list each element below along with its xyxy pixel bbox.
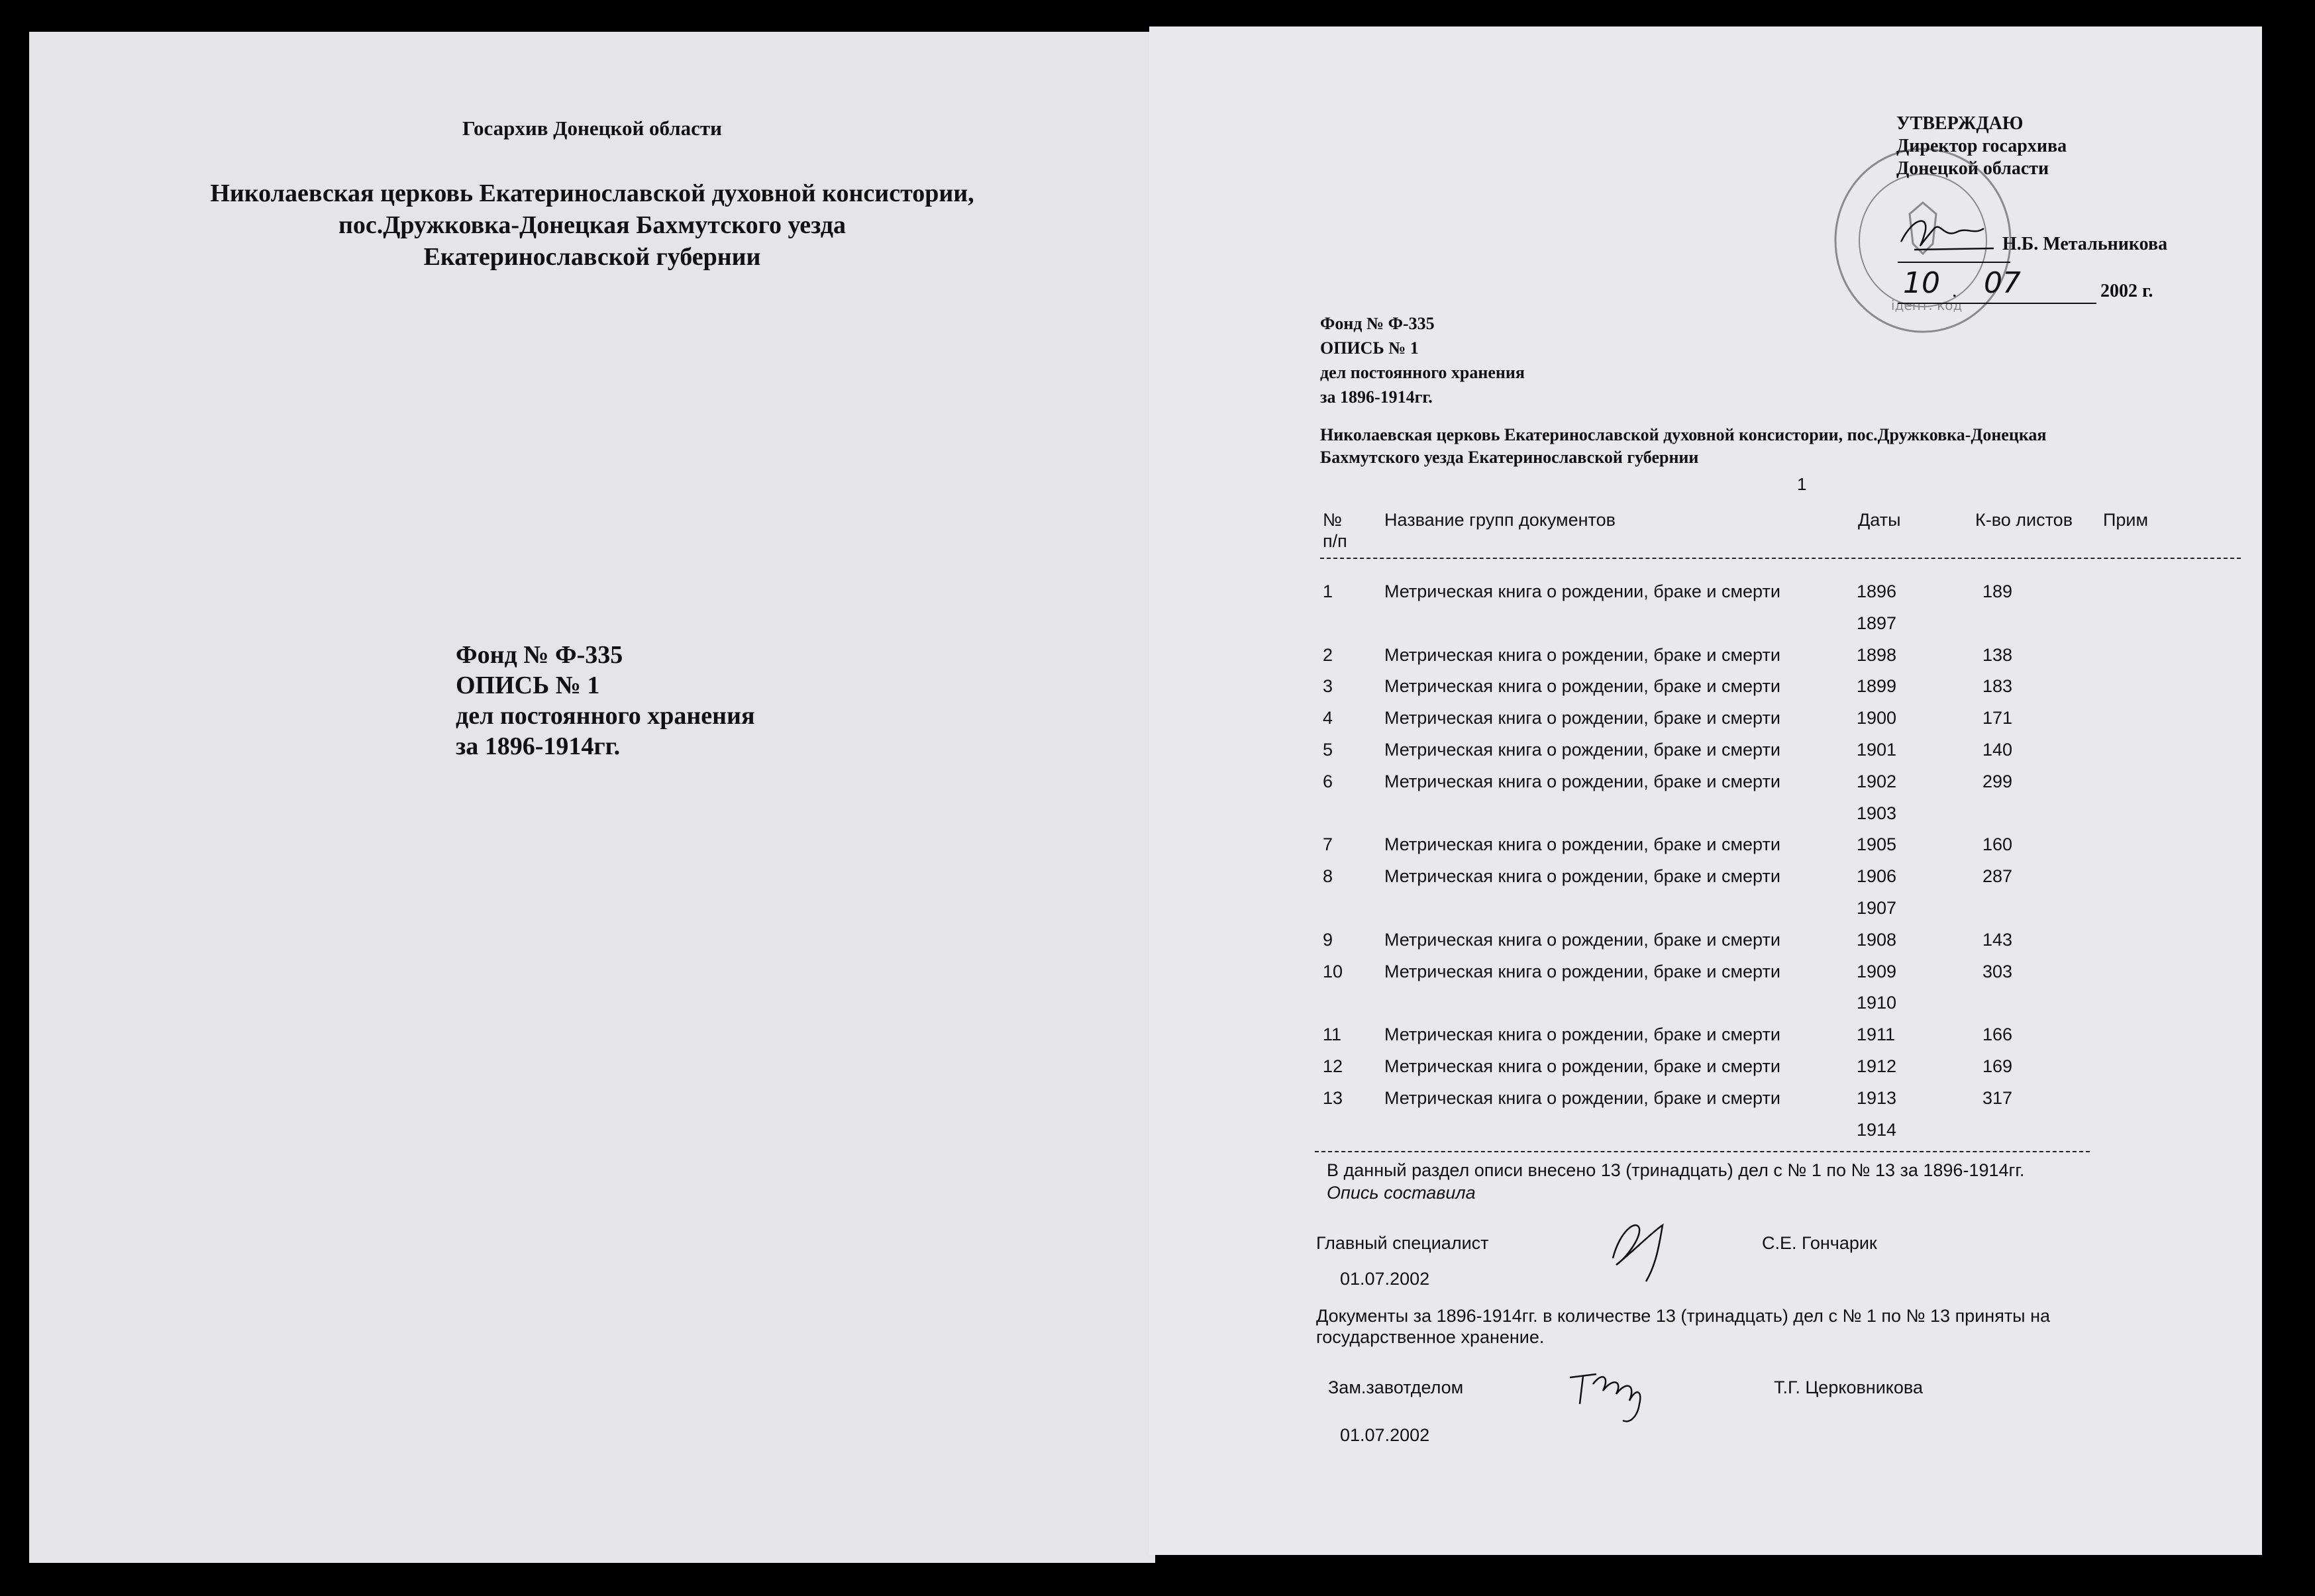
- row-date: 1898: [1857, 645, 1897, 665]
- row-sheet-count: 169: [1982, 1056, 2013, 1076]
- row-number: 5: [1323, 740, 1333, 760]
- row-date: 1909: [1857, 962, 1897, 981]
- row-date: 1907: [1857, 898, 1897, 918]
- header-name: Название групп документов: [1384, 510, 1616, 530]
- header-dates: Даты: [1858, 510, 1901, 530]
- row-sheet-count: 140: [1982, 740, 2013, 760]
- compiled-by-label: Опись составила: [1327, 1183, 1476, 1203]
- row-sheet-count: 299: [1982, 772, 2013, 791]
- approval-block: [1896, 113, 2067, 180]
- row-sheet-count: 183: [1982, 676, 2013, 696]
- row-date: 1899: [1857, 676, 1897, 696]
- date-range: за 1896-1914гг.: [1320, 387, 1433, 407]
- compiler-signature-icon: [1600, 1212, 1692, 1285]
- row-sheet-count: 160: [1982, 834, 2013, 854]
- row-sheet-count: 317: [1982, 1088, 2013, 1108]
- archive-name: Госархив Донецкой области: [462, 117, 723, 140]
- row-document-name: Метрическая книга о рождении, браке и смерти: [1384, 676, 1780, 696]
- title-line: Бахмутского уезда Екатеринославской губернии: [1320, 448, 1699, 467]
- compiler-date: 01.07.2002: [1340, 1269, 1430, 1289]
- row-date: 1914: [1857, 1120, 1897, 1140]
- inventory-number: ОПИСЬ № 1: [456, 672, 600, 699]
- row-number: 12: [1323, 1056, 1343, 1076]
- row-date: 1901: [1857, 740, 1897, 760]
- row-document-name: Метрическая книга о рождении, браке и смерти: [1384, 645, 1780, 665]
- row-document-name: Метрическая книга о рождении, браке и смерти: [1384, 962, 1780, 981]
- row-date: 1896: [1857, 581, 1897, 601]
- compiler-name: С.Е. Гончарик: [1762, 1233, 1877, 1253]
- row-sheet-count: 303: [1982, 962, 2013, 981]
- row-sheet-count: 143: [1982, 930, 2013, 950]
- row-date: 1897: [1857, 613, 1897, 633]
- title-line: пос.Дружковка-Донецкая Бахмутского уезда: [338, 211, 846, 239]
- row-number: 11: [1323, 1024, 1342, 1044]
- row-number: 10: [1323, 962, 1343, 981]
- date-separator: .: [1952, 279, 1957, 301]
- header-sheets: К-во листов: [1975, 510, 2073, 530]
- row-number: 2: [1323, 645, 1333, 665]
- table-bottom-divider: [1315, 1151, 2090, 1152]
- fond-block: [456, 640, 755, 762]
- fond-title: [1320, 424, 2046, 469]
- row-document-name: Метрическая книга о рождении, браке и смерти: [1384, 866, 1780, 886]
- acceptor-name: Т.Г. Церковникова: [1774, 1377, 1923, 1397]
- row-date: 1912: [1857, 1056, 1897, 1076]
- row-number: 9: [1323, 930, 1333, 950]
- date-range: за 1896-1914гг.: [456, 732, 621, 760]
- row-sheet-count: 287: [1982, 866, 2013, 886]
- row-document-name: Метрическая книга о рождении, браке и смерти: [1384, 740, 1780, 760]
- title-line: Николаевская церковь Екатеринославской духовной консистории, пос.Дружковка-Донецкая: [1320, 425, 2047, 444]
- row-document-name: Метрическая книга о рождении, браке и смерти: [1384, 1088, 1780, 1108]
- row-number: 6: [1323, 772, 1333, 791]
- approval-year: 2002 г.: [2100, 281, 2153, 301]
- svg-text:ідент. код: ідент. код: [1891, 297, 1963, 313]
- acceptor-signature-icon: [1563, 1351, 1663, 1430]
- fond-block: [1320, 311, 1525, 409]
- acceptance-text: Документы за 1896-1914гг. в количестве 13 (тринадцать) дел с № 1 по № 13 приняты на: [1316, 1306, 2051, 1326]
- row-number: 8: [1323, 866, 1333, 886]
- row-number: 1: [1323, 581, 1333, 601]
- header-divider: [1320, 558, 2241, 559]
- row-document-name: Метрическая книга о рождении, браке и смерти: [1384, 708, 1780, 728]
- row-date: 1913: [1857, 1088, 1897, 1108]
- row-date: 1902: [1857, 772, 1897, 791]
- row-sheet-count: 138: [1982, 645, 2013, 665]
- header-num: №: [1323, 510, 1342, 530]
- row-sheet-count: 171: [1982, 708, 2013, 728]
- cover-page: [29, 32, 1155, 1563]
- row-date: 1906: [1857, 866, 1897, 886]
- row-document-name: Метрическая книга о рождении, браке и смерти: [1384, 834, 1780, 854]
- director-signature-icon: [1894, 209, 2007, 262]
- acceptor-date: 01.07.2002: [1340, 1425, 1430, 1445]
- row-document-name: Метрическая книга о рождении, браке и смерти: [1384, 772, 1780, 791]
- row-document-name: Метрическая книга о рождении, браке и смерти: [1384, 1024, 1780, 1044]
- row-number: 13: [1323, 1088, 1343, 1108]
- title-line: Николаевская церковь Екатеринославской духовной консистории,: [210, 179, 974, 207]
- approval-heading: УТВЕРЖДАЮ: [1896, 113, 2024, 134]
- director-name: Н.Б. Метальникова: [2002, 234, 2168, 254]
- fond-title: [29, 177, 1155, 273]
- row-number: 4: [1323, 708, 1333, 728]
- approval-month: 07: [1984, 266, 2021, 300]
- storage-type: дел постоянного хранения: [456, 702, 755, 730]
- row-date: 1905: [1857, 834, 1897, 854]
- row-date: 1911: [1857, 1024, 1896, 1044]
- approval-day: 10: [1903, 266, 1940, 300]
- inventory-page: [1149, 26, 2262, 1555]
- summary-text: В данный раздел описи внесено 13 (тринадцать) дел с № 1 по № 13 за 1896-1914гг.: [1327, 1160, 2025, 1180]
- header-note: Прим: [2103, 510, 2149, 530]
- row-document-name: Метрическая книга о рождении, браке и смерти: [1384, 930, 1780, 950]
- row-date: 1900: [1857, 708, 1897, 728]
- row-sheet-count: 189: [1982, 581, 2013, 601]
- row-document-name: Метрическая книга о рождении, браке и смерти: [1384, 581, 1780, 601]
- acceptor-position: Зам.завотделом: [1328, 1377, 1464, 1397]
- row-sheet-count: 166: [1982, 1024, 2013, 1044]
- acceptance-text-cont: государственное хранение.: [1316, 1327, 1545, 1347]
- row-date: 1903: [1857, 803, 1897, 823]
- row-number: 3: [1323, 676, 1333, 696]
- signature-line: [1898, 262, 2010, 263]
- fond-number: Фонд № Ф-335: [1320, 314, 1435, 333]
- fond-number: Фонд № Ф-335: [456, 641, 623, 669]
- row-document-name: Метрическая книга о рождении, браке и смерти: [1384, 1056, 1780, 1076]
- inventory-number: ОПИСЬ № 1: [1320, 338, 1419, 358]
- row-number: 7: [1323, 834, 1333, 854]
- page-number: 1: [1797, 474, 1807, 494]
- approval-position: Донецкой области: [1896, 158, 2049, 179]
- row-date: 1908: [1857, 930, 1897, 950]
- title-line: Екатеринославской губернии: [423, 243, 761, 271]
- header-num-sub: п/п: [1323, 531, 1347, 551]
- row-date: 1910: [1857, 993, 1897, 1013]
- storage-type: дел постоянного хранения: [1320, 363, 1525, 382]
- compiler-position: Главный специалист: [1316, 1233, 1489, 1253]
- approval-position: Директор госархива: [1896, 136, 2067, 156]
